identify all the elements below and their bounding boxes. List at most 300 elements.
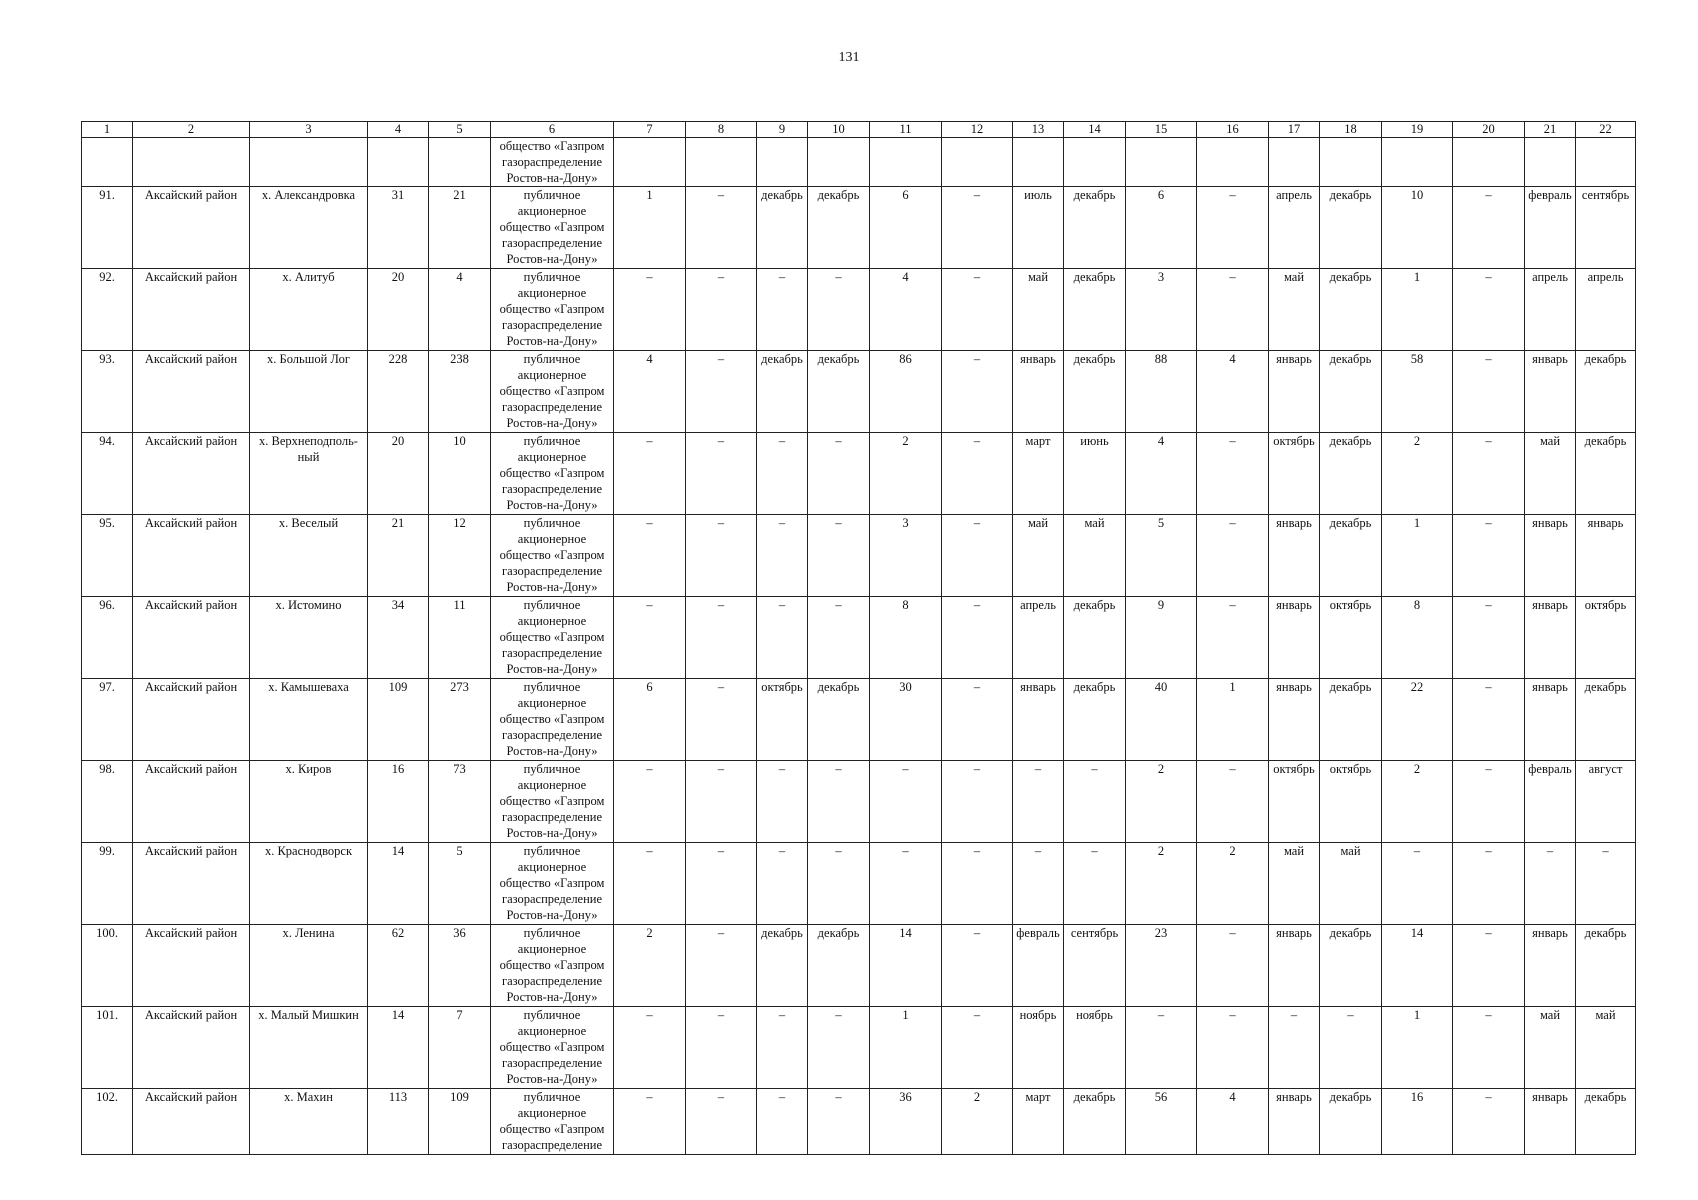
organization-cell: публичное акционерное общество «Газпром газораспределение Ростов-на-Дону» (491, 433, 614, 515)
value-cell-col-9: – (757, 433, 808, 515)
value-cell-col-11: 1 (870, 1007, 942, 1089)
column-header-14: 14 (1064, 122, 1126, 138)
settlement-cell: х. Большой Лог (250, 351, 368, 433)
row-number-cell: 101. (82, 1007, 133, 1089)
column-header-8: 8 (686, 122, 757, 138)
table-row (82, 1007, 1636, 1089)
column-header-3: 3 (250, 122, 368, 138)
value-cell-col-7: – (614, 269, 686, 351)
value-cell-col-20: – (1453, 597, 1525, 679)
empty-cell (1576, 138, 1636, 187)
value-cell-col-13: февраль (1013, 925, 1064, 1007)
value-cell-col-19: 8 (1382, 597, 1453, 679)
value-cell-col-12: – (942, 597, 1013, 679)
value-cell-col-20: – (1453, 351, 1525, 433)
district-cell: Аксайский район (133, 597, 250, 679)
settlement-cell: х. Верхнеподполь-ный (250, 433, 368, 515)
organization-cell: публичное акционерное общество «Газпром газораспределение Ростов-на-Дону» (491, 351, 614, 433)
column-header-11: 11 (870, 122, 942, 138)
value-cell-col-21: апрель (1525, 269, 1576, 351)
column-header-4: 4 (368, 122, 429, 138)
row-number-cell: 92. (82, 269, 133, 351)
value-cell-col-17: май (1269, 843, 1320, 925)
value-cell-col-8: – (686, 187, 757, 269)
value-cell-col-22: август (1576, 761, 1636, 843)
column-header-5: 5 (429, 122, 491, 138)
value-cell-col-9: – (757, 1007, 808, 1089)
value-cell-col-12: – (942, 925, 1013, 1007)
value-cell-col-22: декабрь (1576, 925, 1636, 1007)
value-cell-col-17: январь (1269, 351, 1320, 433)
value-cell-col-4: 62 (368, 925, 429, 1007)
value-cell-col-8: – (686, 515, 757, 597)
value-cell-col-15: 5 (1126, 515, 1197, 597)
value-cell-col-19: 2 (1382, 433, 1453, 515)
value-cell-col-9: – (757, 843, 808, 925)
value-cell-col-10: – (808, 843, 870, 925)
value-cell-col-16: 1 (1197, 679, 1269, 761)
value-cell-col-15: 6 (1126, 187, 1197, 269)
value-cell-col-13: апрель (1013, 597, 1064, 679)
value-cell-col-11: 6 (870, 187, 942, 269)
value-cell-col-14: декабрь (1064, 1089, 1126, 1155)
value-cell-col-15: 88 (1126, 351, 1197, 433)
value-cell-col-19: 14 (1382, 925, 1453, 1007)
value-cell-col-8: – (686, 269, 757, 351)
value-cell-col-15: 2 (1126, 761, 1197, 843)
value-cell-col-4: 109 (368, 679, 429, 761)
value-cell-col-18: декабрь (1320, 433, 1382, 515)
value-cell-col-18: декабрь (1320, 679, 1382, 761)
row-number-cell: 93. (82, 351, 133, 433)
value-cell-col-21: январь (1525, 925, 1576, 1007)
value-cell-col-9: – (757, 761, 808, 843)
value-cell-col-17: январь (1269, 925, 1320, 1007)
column-header-12: 12 (942, 122, 1013, 138)
value-cell-col-10: – (808, 597, 870, 679)
value-cell-col-22: декабрь (1576, 351, 1636, 433)
row-number-cell: 98. (82, 761, 133, 843)
value-cell-col-16: 4 (1197, 1089, 1269, 1155)
district-cell: Аксайский район (133, 351, 250, 433)
value-cell-col-21: май (1525, 1007, 1576, 1089)
value-cell-col-20: – (1453, 761, 1525, 843)
settlement-cell: х. Алитуб (250, 269, 368, 351)
column-header-15: 15 (1126, 122, 1197, 138)
column-header-10: 10 (808, 122, 870, 138)
value-cell-col-13: январь (1013, 351, 1064, 433)
value-cell-col-9: – (757, 269, 808, 351)
settlement-cell: х. Ленина (250, 925, 368, 1007)
value-cell-col-10: – (808, 761, 870, 843)
value-cell-col-17: апрель (1269, 187, 1320, 269)
value-cell-col-21: январь (1525, 597, 1576, 679)
row-number-cell: 91. (82, 187, 133, 269)
value-cell-col-14: сентябрь (1064, 925, 1126, 1007)
value-cell-col-4: 16 (368, 761, 429, 843)
value-cell-col-11: – (870, 843, 942, 925)
value-cell-col-9: октябрь (757, 679, 808, 761)
table-row (82, 761, 1636, 843)
value-cell-col-4: 20 (368, 433, 429, 515)
table-body (82, 138, 1636, 1155)
empty-cell (942, 138, 1013, 187)
column-header-21: 21 (1525, 122, 1576, 138)
settlement-cell: х. Камышеваха (250, 679, 368, 761)
empty-cell (368, 138, 429, 187)
row-number-cell: 94. (82, 433, 133, 515)
column-header-16: 16 (1197, 122, 1269, 138)
value-cell-col-14: декабрь (1064, 597, 1126, 679)
value-cell-col-4: 20 (368, 269, 429, 351)
table-row (82, 1089, 1636, 1155)
value-cell-col-7: – (614, 1089, 686, 1155)
value-cell-col-13: январь (1013, 679, 1064, 761)
value-cell-col-4: 34 (368, 597, 429, 679)
value-cell-col-7: – (614, 433, 686, 515)
row-number-cell: 96. (82, 597, 133, 679)
value-cell-col-21: январь (1525, 679, 1576, 761)
value-cell-col-19: 2 (1382, 761, 1453, 843)
value-cell-col-7: 4 (614, 351, 686, 433)
value-cell-col-19: 58 (1382, 351, 1453, 433)
value-cell-col-16: – (1197, 1007, 1269, 1089)
empty-cell (614, 138, 686, 187)
value-cell-col-11: – (870, 761, 942, 843)
organization-cell: общество «Газпром газораспределение Ростов-на-Дону» (491, 138, 614, 187)
column-header-13: 13 (1013, 122, 1064, 138)
value-cell-col-12: – (942, 679, 1013, 761)
value-cell-col-16: – (1197, 269, 1269, 351)
settlement-cell: х. Александровка (250, 187, 368, 269)
organization-cell: публичное акционерное общество «Газпром газораспределение Ростов-на-Дону» (491, 1007, 614, 1089)
empty-cell (1013, 138, 1064, 187)
value-cell-col-19: 22 (1382, 679, 1453, 761)
value-cell-col-5: 21 (429, 187, 491, 269)
column-header-20: 20 (1453, 122, 1525, 138)
value-cell-col-4: 228 (368, 351, 429, 433)
value-cell-col-13: март (1013, 1089, 1064, 1155)
empty-cell (429, 138, 491, 187)
settlement-cell: х. Малый Мишкин (250, 1007, 368, 1089)
value-cell-col-5: 4 (429, 269, 491, 351)
value-cell-col-22: май (1576, 1007, 1636, 1089)
table-row (82, 679, 1636, 761)
value-cell-col-5: 73 (429, 761, 491, 843)
table-row (82, 187, 1636, 269)
value-cell-col-13: ноябрь (1013, 1007, 1064, 1089)
value-cell-col-20: – (1453, 433, 1525, 515)
column-header-6: 6 (491, 122, 614, 138)
value-cell-col-18: октябрь (1320, 597, 1382, 679)
value-cell-col-18: декабрь (1320, 187, 1382, 269)
value-cell-col-9: – (757, 597, 808, 679)
value-cell-col-21: январь (1525, 351, 1576, 433)
value-cell-col-20: – (1453, 187, 1525, 269)
value-cell-col-7: – (614, 1007, 686, 1089)
value-cell-col-5: 238 (429, 351, 491, 433)
district-cell: Аксайский район (133, 1007, 250, 1089)
empty-cell (1269, 138, 1320, 187)
value-cell-col-10: – (808, 433, 870, 515)
empty-cell (1320, 138, 1382, 187)
district-cell: Аксайский район (133, 761, 250, 843)
value-cell-col-7: – (614, 597, 686, 679)
value-cell-col-16: 2 (1197, 843, 1269, 925)
organization-cell: публичное акционерное общество «Газпром газораспределение Ростов-на-Дону» (491, 269, 614, 351)
value-cell-col-12: – (942, 351, 1013, 433)
value-cell-col-18: декабрь (1320, 269, 1382, 351)
value-cell-col-21: январь (1525, 1089, 1576, 1155)
value-cell-col-14: май (1064, 515, 1126, 597)
district-cell: Аксайский район (133, 843, 250, 925)
column-header-17: 17 (1269, 122, 1320, 138)
organization-cell: публичное акционерное общество «Газпром газораспределение Ростов-на-Дону» (491, 597, 614, 679)
value-cell-col-5: 109 (429, 1089, 491, 1155)
value-cell-col-12: – (942, 515, 1013, 597)
value-cell-col-18: декабрь (1320, 515, 1382, 597)
value-cell-col-7: – (614, 761, 686, 843)
value-cell-col-8: – (686, 679, 757, 761)
settlement-cell: х. Истомино (250, 597, 368, 679)
value-cell-col-13: март (1013, 433, 1064, 515)
value-cell-col-14: декабрь (1064, 679, 1126, 761)
value-cell-col-13: май (1013, 269, 1064, 351)
value-cell-col-19: 16 (1382, 1089, 1453, 1155)
value-cell-col-21: май (1525, 433, 1576, 515)
table-row (82, 843, 1636, 925)
empty-cell (1525, 138, 1576, 187)
page-number: 131 (838, 50, 860, 65)
value-cell-col-8: – (686, 351, 757, 433)
table-header (82, 122, 1636, 138)
value-cell-col-13: – (1013, 843, 1064, 925)
empty-cell (1453, 138, 1525, 187)
value-cell-col-15: 3 (1126, 269, 1197, 351)
value-cell-col-8: – (686, 597, 757, 679)
table-row (82, 515, 1636, 597)
value-cell-col-20: – (1453, 843, 1525, 925)
value-cell-col-17: январь (1269, 1089, 1320, 1155)
value-cell-col-5: 36 (429, 925, 491, 1007)
value-cell-col-14: – (1064, 761, 1126, 843)
table-row (82, 269, 1636, 351)
value-cell-col-7: 6 (614, 679, 686, 761)
value-cell-col-20: – (1453, 679, 1525, 761)
empty-cell (870, 138, 942, 187)
value-cell-col-5: 11 (429, 597, 491, 679)
value-cell-col-13: июль (1013, 187, 1064, 269)
value-cell-col-10: – (808, 1089, 870, 1155)
column-header-2: 2 (133, 122, 250, 138)
value-cell-col-10: декабрь (808, 925, 870, 1007)
value-cell-col-10: декабрь (808, 187, 870, 269)
value-cell-col-20: – (1453, 1007, 1525, 1089)
organization-cell: публичное акционерное общество «Газпром газораспределение Ростов-на-Дону» (491, 843, 614, 925)
value-cell-col-16: – (1197, 187, 1269, 269)
value-cell-col-22: сентябрь (1576, 187, 1636, 269)
empty-cell (250, 138, 368, 187)
value-cell-col-14: – (1064, 843, 1126, 925)
settlement-cell: х. Веселый (250, 515, 368, 597)
empty-cell (757, 138, 808, 187)
value-cell-col-10: – (808, 515, 870, 597)
value-cell-col-4: 21 (368, 515, 429, 597)
value-cell-col-11: 14 (870, 925, 942, 1007)
data-table (81, 121, 1636, 1155)
value-cell-col-17: январь (1269, 515, 1320, 597)
district-cell: Аксайский район (133, 269, 250, 351)
value-cell-col-21: – (1525, 843, 1576, 925)
value-cell-col-19: – (1382, 843, 1453, 925)
value-cell-col-21: февраль (1525, 187, 1576, 269)
row-number-cell: 97. (82, 679, 133, 761)
value-cell-col-5: 10 (429, 433, 491, 515)
value-cell-col-17: – (1269, 1007, 1320, 1089)
value-cell-col-17: январь (1269, 597, 1320, 679)
value-cell-col-7: 2 (614, 925, 686, 1007)
empty-cell (1197, 138, 1269, 187)
value-cell-col-9: – (757, 1089, 808, 1155)
value-cell-col-4: 14 (368, 1007, 429, 1089)
column-header-19: 19 (1382, 122, 1453, 138)
value-cell-col-8: – (686, 843, 757, 925)
column-header-7: 7 (614, 122, 686, 138)
value-cell-col-22: декабрь (1576, 433, 1636, 515)
table-row (82, 351, 1636, 433)
value-cell-col-19: 1 (1382, 1007, 1453, 1089)
empty-cell (1064, 138, 1126, 187)
value-cell-col-16: – (1197, 597, 1269, 679)
value-cell-col-15: 9 (1126, 597, 1197, 679)
value-cell-col-16: – (1197, 433, 1269, 515)
value-cell-col-5: 5 (429, 843, 491, 925)
value-cell-col-10: декабрь (808, 351, 870, 433)
value-cell-col-16: – (1197, 515, 1269, 597)
organization-cell: публичное акционерное общество «Газпром газораспределение Ростов-на-Дону» (491, 761, 614, 843)
value-cell-col-8: – (686, 433, 757, 515)
value-cell-col-15: 4 (1126, 433, 1197, 515)
value-cell-col-17: январь (1269, 679, 1320, 761)
value-cell-col-8: – (686, 761, 757, 843)
value-cell-col-20: – (1453, 1089, 1525, 1155)
row-number-cell: 99. (82, 843, 133, 925)
value-cell-col-18: декабрь (1320, 1089, 1382, 1155)
value-cell-col-17: октябрь (1269, 433, 1320, 515)
organization-cell: публичное акционерное общество «Газпром газораспределение Ростов-на-Дону» (491, 679, 614, 761)
empty-cell (82, 138, 133, 187)
column-header-1: 1 (82, 122, 133, 138)
value-cell-col-16: – (1197, 761, 1269, 843)
organization-cell: публичное акционерное общество «Газпром газораспределение Ростов-на-Дону» (491, 515, 614, 597)
value-cell-col-10: декабрь (808, 679, 870, 761)
value-cell-col-13: – (1013, 761, 1064, 843)
table-row (82, 433, 1636, 515)
value-cell-col-18: декабрь (1320, 351, 1382, 433)
value-cell-col-9: декабрь (757, 925, 808, 1007)
organization-cell: публичное акционерное общество «Газпром газораспределение Ростов-на-Дону» (491, 187, 614, 269)
value-cell-col-9: – (757, 515, 808, 597)
value-cell-col-18: октябрь (1320, 761, 1382, 843)
value-cell-col-15: – (1126, 1007, 1197, 1089)
value-cell-col-20: – (1453, 925, 1525, 1007)
district-cell: Аксайский район (133, 187, 250, 269)
value-cell-col-12: – (942, 269, 1013, 351)
value-cell-col-4: 31 (368, 187, 429, 269)
value-cell-col-18: декабрь (1320, 925, 1382, 1007)
value-cell-col-15: 56 (1126, 1089, 1197, 1155)
value-cell-col-9: декабрь (757, 187, 808, 269)
value-cell-col-11: 8 (870, 597, 942, 679)
value-cell-col-12: – (942, 843, 1013, 925)
value-cell-col-8: – (686, 925, 757, 1007)
district-cell: Аксайский район (133, 1089, 250, 1155)
value-cell-col-10: – (808, 269, 870, 351)
value-cell-col-11: 86 (870, 351, 942, 433)
value-cell-col-11: 36 (870, 1089, 942, 1155)
value-cell-col-11: 2 (870, 433, 942, 515)
value-cell-col-11: 4 (870, 269, 942, 351)
value-cell-col-12: – (942, 761, 1013, 843)
value-cell-col-15: 2 (1126, 843, 1197, 925)
value-cell-col-11: 3 (870, 515, 942, 597)
value-cell-col-20: – (1453, 515, 1525, 597)
value-cell-col-13: май (1013, 515, 1064, 597)
table-row-continued (82, 138, 1636, 187)
value-cell-col-16: – (1197, 925, 1269, 1007)
value-cell-col-14: ноябрь (1064, 1007, 1126, 1089)
value-cell-col-22: октябрь (1576, 597, 1636, 679)
value-cell-col-14: декабрь (1064, 269, 1126, 351)
empty-cell (686, 138, 757, 187)
column-header-9: 9 (757, 122, 808, 138)
district-cell: Аксайский район (133, 679, 250, 761)
value-cell-col-16: 4 (1197, 351, 1269, 433)
district-cell: Аксайский район (133, 515, 250, 597)
district-cell: Аксайский район (133, 925, 250, 1007)
value-cell-col-22: апрель (1576, 269, 1636, 351)
value-cell-col-19: 1 (1382, 269, 1453, 351)
value-cell-col-18: – (1320, 1007, 1382, 1089)
table-row (82, 925, 1636, 1007)
organization-cell: публичное акционерное общество «Газпром газораспределение Ростов-на-Дону» (491, 925, 614, 1007)
value-cell-col-15: 23 (1126, 925, 1197, 1007)
value-cell-col-22: январь (1576, 515, 1636, 597)
settlement-cell: х. Киров (250, 761, 368, 843)
value-cell-col-15: 40 (1126, 679, 1197, 761)
empty-cell (133, 138, 250, 187)
value-cell-col-5: 7 (429, 1007, 491, 1089)
value-cell-col-5: 273 (429, 679, 491, 761)
row-number-cell: 100. (82, 925, 133, 1007)
table-row (82, 597, 1636, 679)
value-cell-col-19: 10 (1382, 187, 1453, 269)
value-cell-col-12: – (942, 187, 1013, 269)
value-cell-col-12: – (942, 433, 1013, 515)
value-cell-col-22: декабрь (1576, 679, 1636, 761)
value-cell-col-8: – (686, 1089, 757, 1155)
value-cell-col-7: 1 (614, 187, 686, 269)
value-cell-col-4: 14 (368, 843, 429, 925)
value-cell-col-14: июнь (1064, 433, 1126, 515)
organization-cell: публичное акционерное общество «Газпром газораспределение (491, 1089, 614, 1155)
value-cell-col-22: – (1576, 843, 1636, 925)
value-cell-col-7: – (614, 515, 686, 597)
value-cell-col-4: 113 (368, 1089, 429, 1155)
empty-cell (1382, 138, 1453, 187)
district-cell: Аксайский район (133, 433, 250, 515)
value-cell-col-22: декабрь (1576, 1089, 1636, 1155)
